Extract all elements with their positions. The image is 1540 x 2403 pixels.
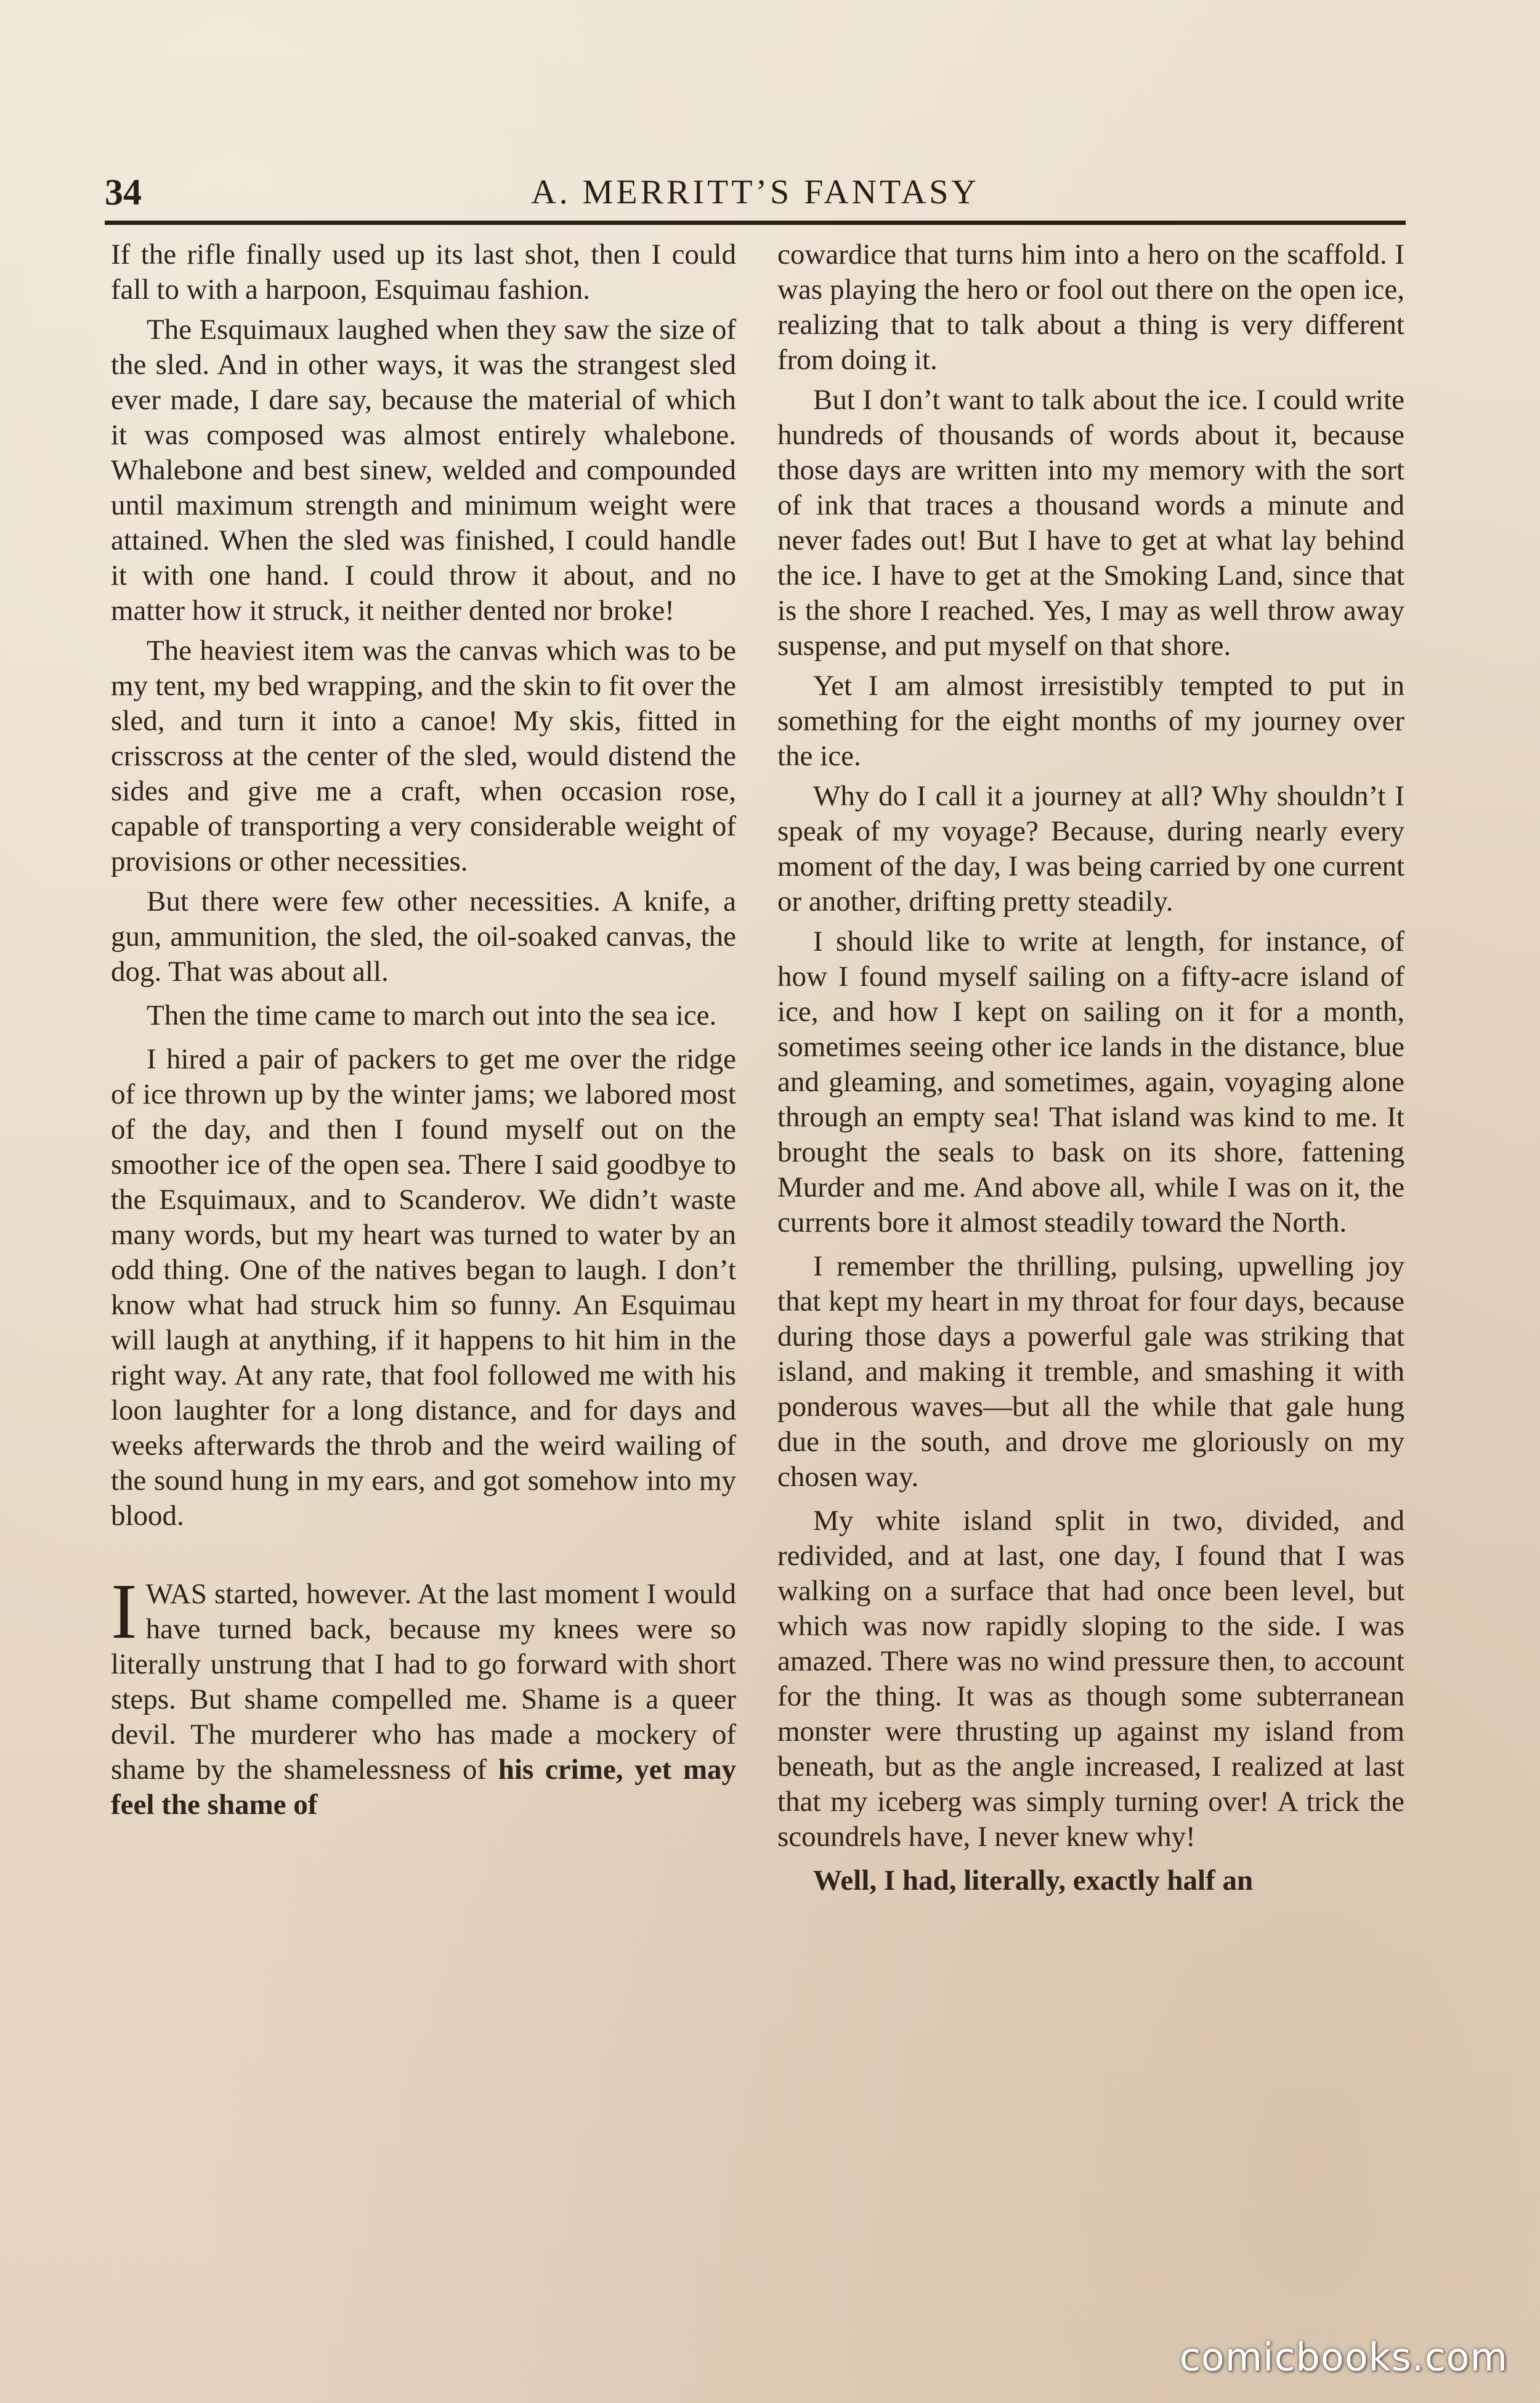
drop-cap: I [111,1567,137,1655]
page-header [105,168,1406,217]
section-start-paragraph [111,1567,737,1823]
paragraph: But I don’t want to talk about the ice. I could write hundreds of thousands of words about it, because those days are written into my memory with the sort of ink that traces a thousand words a minute and never fades out! But I have to get at what lay behind the ice. I have to get at the Smoking Land, since that is the shore I reached. Yes, I may as well throw away suspense, and put myself on that shore. [777,384,1404,662]
paragraph: Why do I call it a journey at all? Why shouldn’t I speak of my voyage? Because, during nearly every moment of the day, I was being carried by one current or another, drifting pretty steadily. [777,780,1404,917]
paragraph: My white island split in two, divided, and redivided, and at last, one day, I found that I was walking on a surface that had once been level, but which was now rapidly sloping to the side. I was amazed. There was no wind pressure then, to account for the thing. It was as though some subterranean monster were thrusting up against my island from beneath, but as the angle increased, I realized at last that my iceberg was simply turning over! A trick the scoundrels have, I never knew why! [777,1505,1404,1853]
paragraph: I hired a pair of packers to get me over the ridge of ice thrown up by the winter jams; we labored most of the day, and then I found myself out on the smoother ice of the open sea. There I said goodbye to the Esquimaux, and to Scanderov. We didn’t waste many words, but my heart was turned to water by an odd thing. One of the natives began to laugh. I don’t know what had struck him so funny. An Esquimau will laugh at anything, if it happens to hit him in the right way. At any rate, that fool followed me with his loon laughter for a long distance, and for days and weeks afterwards the throb and the weird wailing of the sound hung in my ears, and got somehow into my blood. [111,1043,736,1532]
text-column-right [777,237,1404,1898]
header-rule [105,221,1406,225]
paragraph: But there were few other necessities. A knife, a gun, ammunition, the sled, the oil-soaked canvas, the dog. That was about all. [111,885,736,988]
paragraph-text: WAS started, however. At the last moment I would have turned back, because my knees were so literally unstrung that I had to go forward with short steps. But shame compelled me. Shame is a queer devil. The murderer who has made a mockery of shame by the shamelessness of [111,1578,736,1786]
page-number: 34 [105,172,142,213]
paragraph: I should like to write at length, for instance, of how I found myself sailing on a fifty-acre island of ice, and how I kept on sailing on it for a month, sometimes seeing other ice lands in the distance, blue and gleaming, and sometimes, again, voyaging alone through an empty sea! That island was kind to me. It brought the seals to bask on its shore, fattening Murder and me. And above all, while I was on it, the currents bore it almost steadily toward the North. [777,925,1404,1238]
paragraph: Well, I had, literally, exactly half an [813,1864,1254,1897]
paragraph: I remember the thrilling, pulsing, upwelling joy that kept my heart in my throat for four days, because during those days a powerful gale was striking that island, and making it tremble, and smashing it with ponderous waves—but all the while that gale hung due in the south, and drove me gloriously on my chosen way. [777,1250,1404,1493]
paragraph: The heaviest item was the canvas which was to be my tent, my bed wrapping, and the skin to fit over the sled, and turn it into a canoe! My skis, fitted in crisscross at the center of the sled, would distend the sides and give me a craft, when occasion rose, capable of transporting a very considerable weight of provisions or other necessities. [111,635,736,877]
paragraph: cowardice that turns him into a hero on the scaffold. I was playing the hero or fool out there on the open ice, realizing that to talk about a thing is very different from doing it. [777,238,1404,376]
running-title: A. MERRITT’S FANTASY [531,173,979,211]
paragraph-bold-tail: his crime, yet may feel the shame of [111,1754,737,1821]
paragraph: The Esquimaux laughed when they saw the size of the sled. And in other ways, it was the strangest sled ever made, I dare say, because the material of which it was composed was almost entirely whalebone. Whalebone and best sinew, welded and compounded until maximum strength and minimum weight were attained. When the sled was finished, I could handle it with one hand. I could throw it about, and no matter how it struck, it neither dented nor broke! [111,314,736,627]
paragraph: Then the time came to march out into the sea ice. [147,999,717,1031]
site-watermark: comicbooks.com [1179,2335,1508,2380]
paragraph: If the rifle finally used up its last shot, then I could fall to with a harpoon, Esquimau fashion. [111,238,736,306]
text-column-left [111,237,736,1823]
paragraph: Yet I am almost irresistibly tempted to put in something for the eight months of my journey over the ice. [777,670,1404,772]
